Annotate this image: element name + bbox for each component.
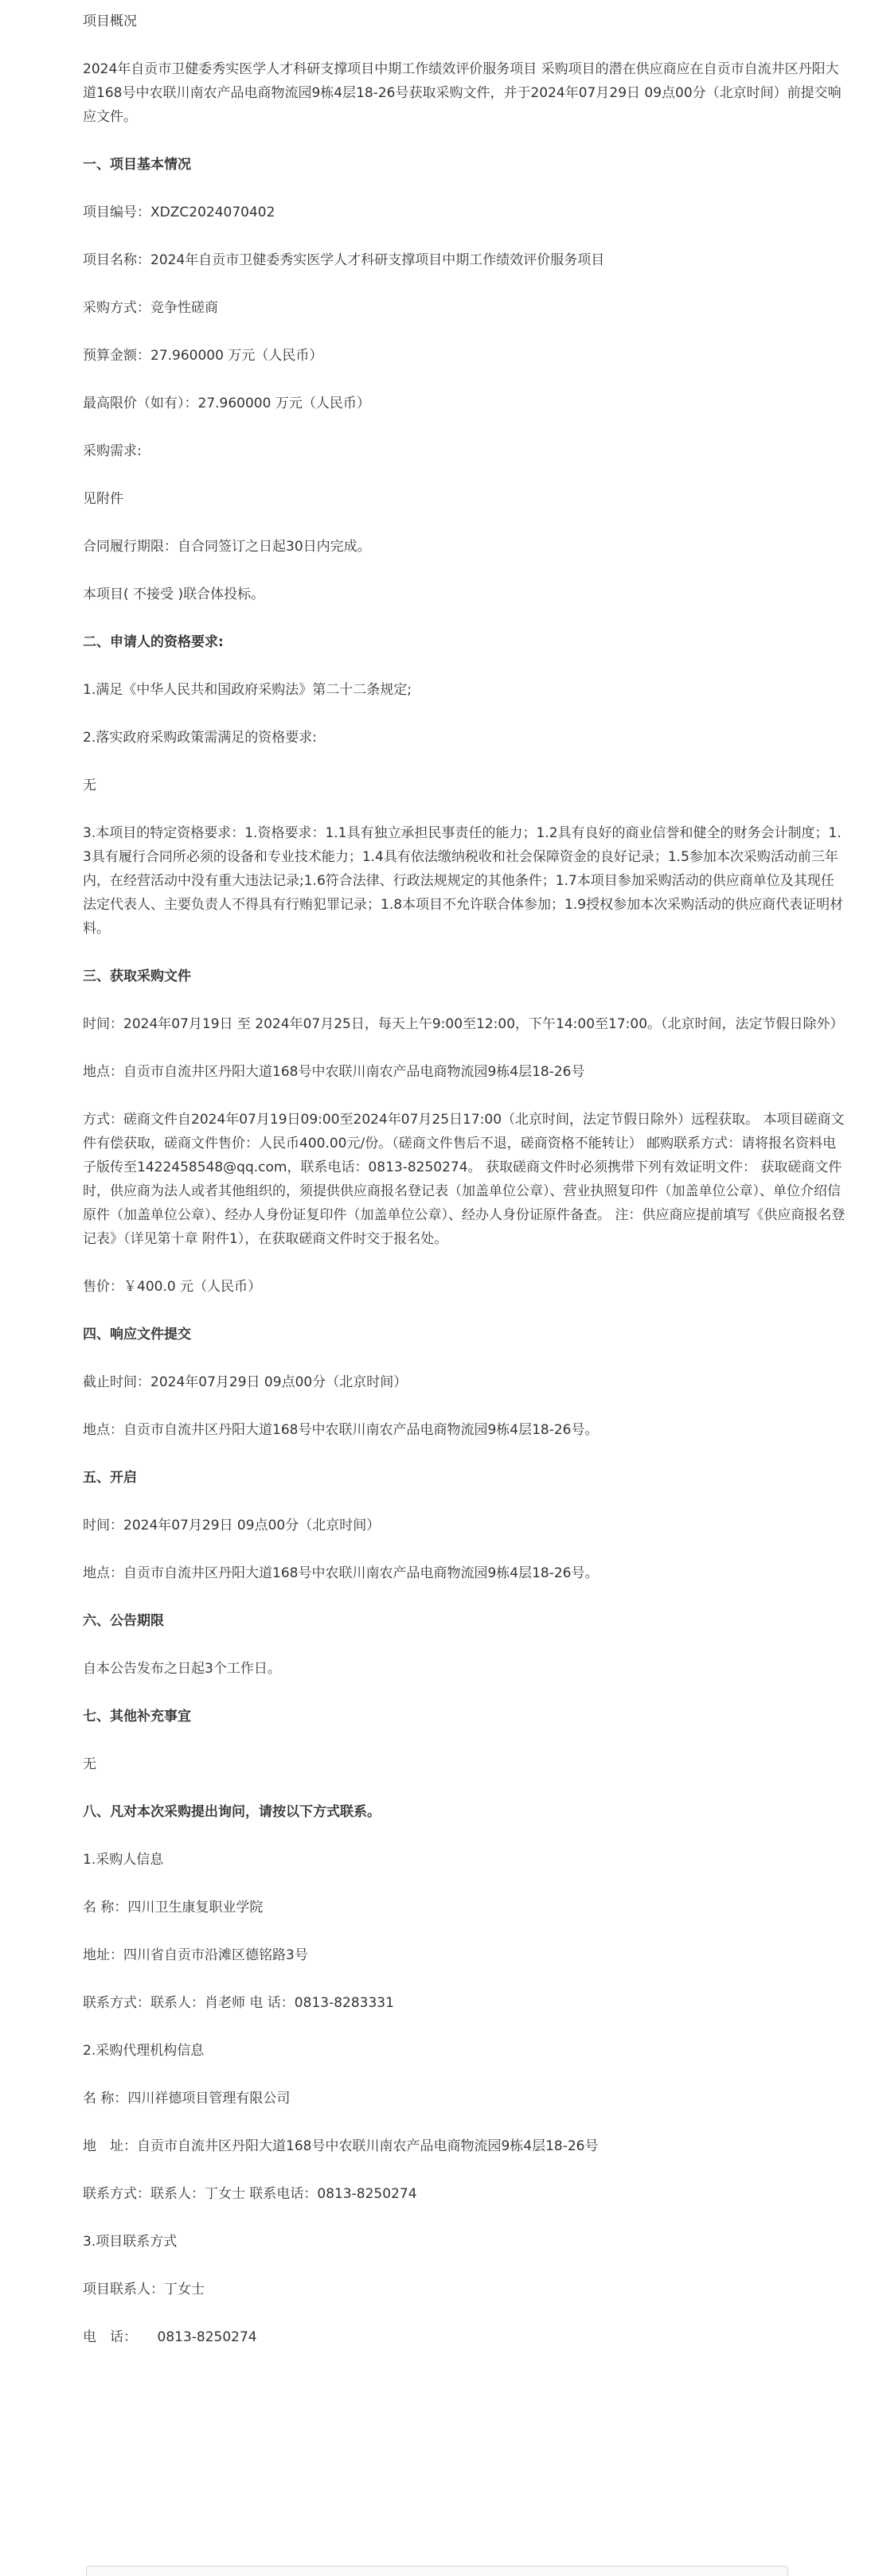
- section-1-title: 一、项目基本情况: [83, 157, 191, 173]
- opening-time: 时间：2024年07月29日 09点00分（北京时间）: [83, 1518, 381, 1534]
- section-5-title: 五、开启: [83, 1470, 137, 1486]
- procurement-method: 采购方式：竞争性磋商: [83, 300, 218, 316]
- procurement-demand-label: 采购需求:: [83, 443, 142, 459]
- project-contact-person: 项目联系人：丁女士: [83, 2282, 205, 2297]
- project-number: 项目编号：XDZC2024070402: [83, 205, 275, 220]
- agent-contact: 联系方式：联系人：丁女士 联系电话：0813-8250274: [83, 2186, 417, 2202]
- section-4-title: 四、响应文件提交: [83, 1327, 191, 1343]
- announcement-document: [83, 0, 847, 2373]
- overview-text: 2024年自贡市卫健委秀实医学人才科研支撑项目中期工作绩效评价服务项目 采购项目的潜在供应商应在自贡市自流井区丹阳大道168号中农联川南农产品电商物流园9栋4层18-26号获取采购文件，并于2024年07月29日 09点00分（北京时间）前提交响应文件。: [83, 61, 842, 125]
- section-7-title: 七、其他补充事宜: [83, 1709, 191, 1724]
- qualification-item-2-value: 无: [83, 777, 96, 793]
- project-contact-label: 3.项目联系方式: [83, 2234, 178, 2250]
- project-contact-phone: 电 话： 0813-8250274: [83, 2329, 257, 2345]
- section-2-title: 二、申请人的资格要求:: [83, 634, 224, 650]
- announcement-period: 自本公告发布之日起3个工作日。: [83, 1661, 281, 1677]
- contract-period: 合同履行期限：自合同签订之日起30日内完成。: [83, 539, 371, 555]
- agent-name: 名 称：四川祥德项目管理有限公司: [83, 2091, 291, 2106]
- budget-amount: 预算金额：27.960000 万元（人民币）: [83, 348, 323, 364]
- qualification-item-3: 3.本项目的特定资格要求：1.资格要求：1.1具有独立承担民事责任的能力；1.2具有良好的商业信誉和健全的财务会计制度；1.3具有履行合同所必须的设备和专业技术能力；1.4具有依法缴纳税收和社会保障资金的良好记录；1.5参加本次采购活动前三年内，在经营活动中没有重大违法记录;1.6符合法律、行政法规规定的其他条件；1.7本项目参加采购活动的供应商单位及其现任法定代表人、主要负责人不得具有行贿犯罪记录；1.8本项目不允许联合体参加；1.9授权参加本次采购活动的供应商代表证明材料。: [83, 825, 844, 937]
- acquire-place: 地点：自贡市自流井区丹阳大道168号中农联川南农产品电商物流园9栋4层18-26号: [83, 1064, 585, 1080]
- buyer-info-label: 1.采购人信息: [83, 1852, 164, 1868]
- buyer-name: 名 称：四川卫生康复职业学院: [83, 1900, 264, 1915]
- consortium-note: 本项目( 不接受 )联合体投标。: [83, 587, 265, 602]
- section-3-title: 三、获取采购文件: [83, 968, 191, 984]
- document-price: 售价：￥400.0 元（人民币）: [83, 1279, 262, 1295]
- section-6-title: 六、公告期限: [83, 1613, 164, 1629]
- bottom-panel-edge: [86, 2566, 788, 2576]
- acquire-time: 时间：2024年07月19日 至 2024年07月25日，每天上午9:00至12:00，下午14:00至17:00。（北京时间，法定节假日除外）: [83, 1016, 844, 1032]
- submission-place: 地点：自贡市自流井区丹阳大道168号中农联川南农产品电商物流园9栋4层18-26号。: [83, 1422, 599, 1438]
- procurement-demand: 见附件: [83, 491, 123, 507]
- qualification-item-2: 2.落实政府采购政策需满足的资格要求:: [83, 730, 317, 746]
- qualification-item-1: 1.满足《中华人民共和国政府采购法》第二十二条规定;: [83, 682, 412, 698]
- project-name: 项目名称：2024年自贡市卫健委秀实医学人才科研支撑项目中期工作绩效评价服务项目: [83, 252, 605, 268]
- acquire-method: 方式：磋商文件自2024年07月19日09:00至2024年07月25日17:00（北京时间，法定节假日除外）远程获取。 本项目磋商文件有偿获取，磋商文件售价：人民币400.00元/份。（磋商文件售后不退，磋商资格不能转让） 邮购联系方式：请将报名资料电子版传至1422458548@qq.com，联系电话：0813-8250274。 获取磋商文件时必须携带下列有效证明文件： 获取磋商文件时，供应商为法人或者其他组织的，须提供供应商报名登记表（加盖单位公章）、营业执照复印件（加盖单位公章）、单位介绍信原件（加盖单位公章）、经办人身份证复印件（加盖单位公章）、经办人身份证原件备查。 注：供应商应提前填写《供应商报名登记表》（详见第十章 附件1），在获取磋商文件时交于报名处。: [83, 1112, 846, 1247]
- supplementary-matters: 无: [83, 1756, 96, 1772]
- section-8-title: 八、凡对本次采购提出询问，请按以下方式联系。: [83, 1804, 381, 1820]
- max-price: 最高限价（如有）：27.960000 万元（人民币）: [83, 396, 370, 411]
- opening-place: 地点：自贡市自流井区丹阳大道168号中农联川南农产品电商物流园9栋4层18-26号。: [83, 1565, 599, 1581]
- submission-deadline: 截止时间：2024年07月29日 09点00分（北京时间）: [83, 1374, 408, 1390]
- agent-address: 地 址：自贡市自流井区丹阳大道168号中农联川南农产品电商物流园9栋4层18-26号: [83, 2138, 599, 2154]
- agent-info-label: 2.采购代理机构信息: [83, 2043, 205, 2059]
- overview-label: 项目概况: [83, 14, 137, 29]
- buyer-contact: 联系方式：联系人：肖老师 电 话：0813-8283331: [83, 1995, 394, 2011]
- buyer-address: 地址：四川省自贡市沿滩区德铭路3号: [83, 1947, 308, 1963]
